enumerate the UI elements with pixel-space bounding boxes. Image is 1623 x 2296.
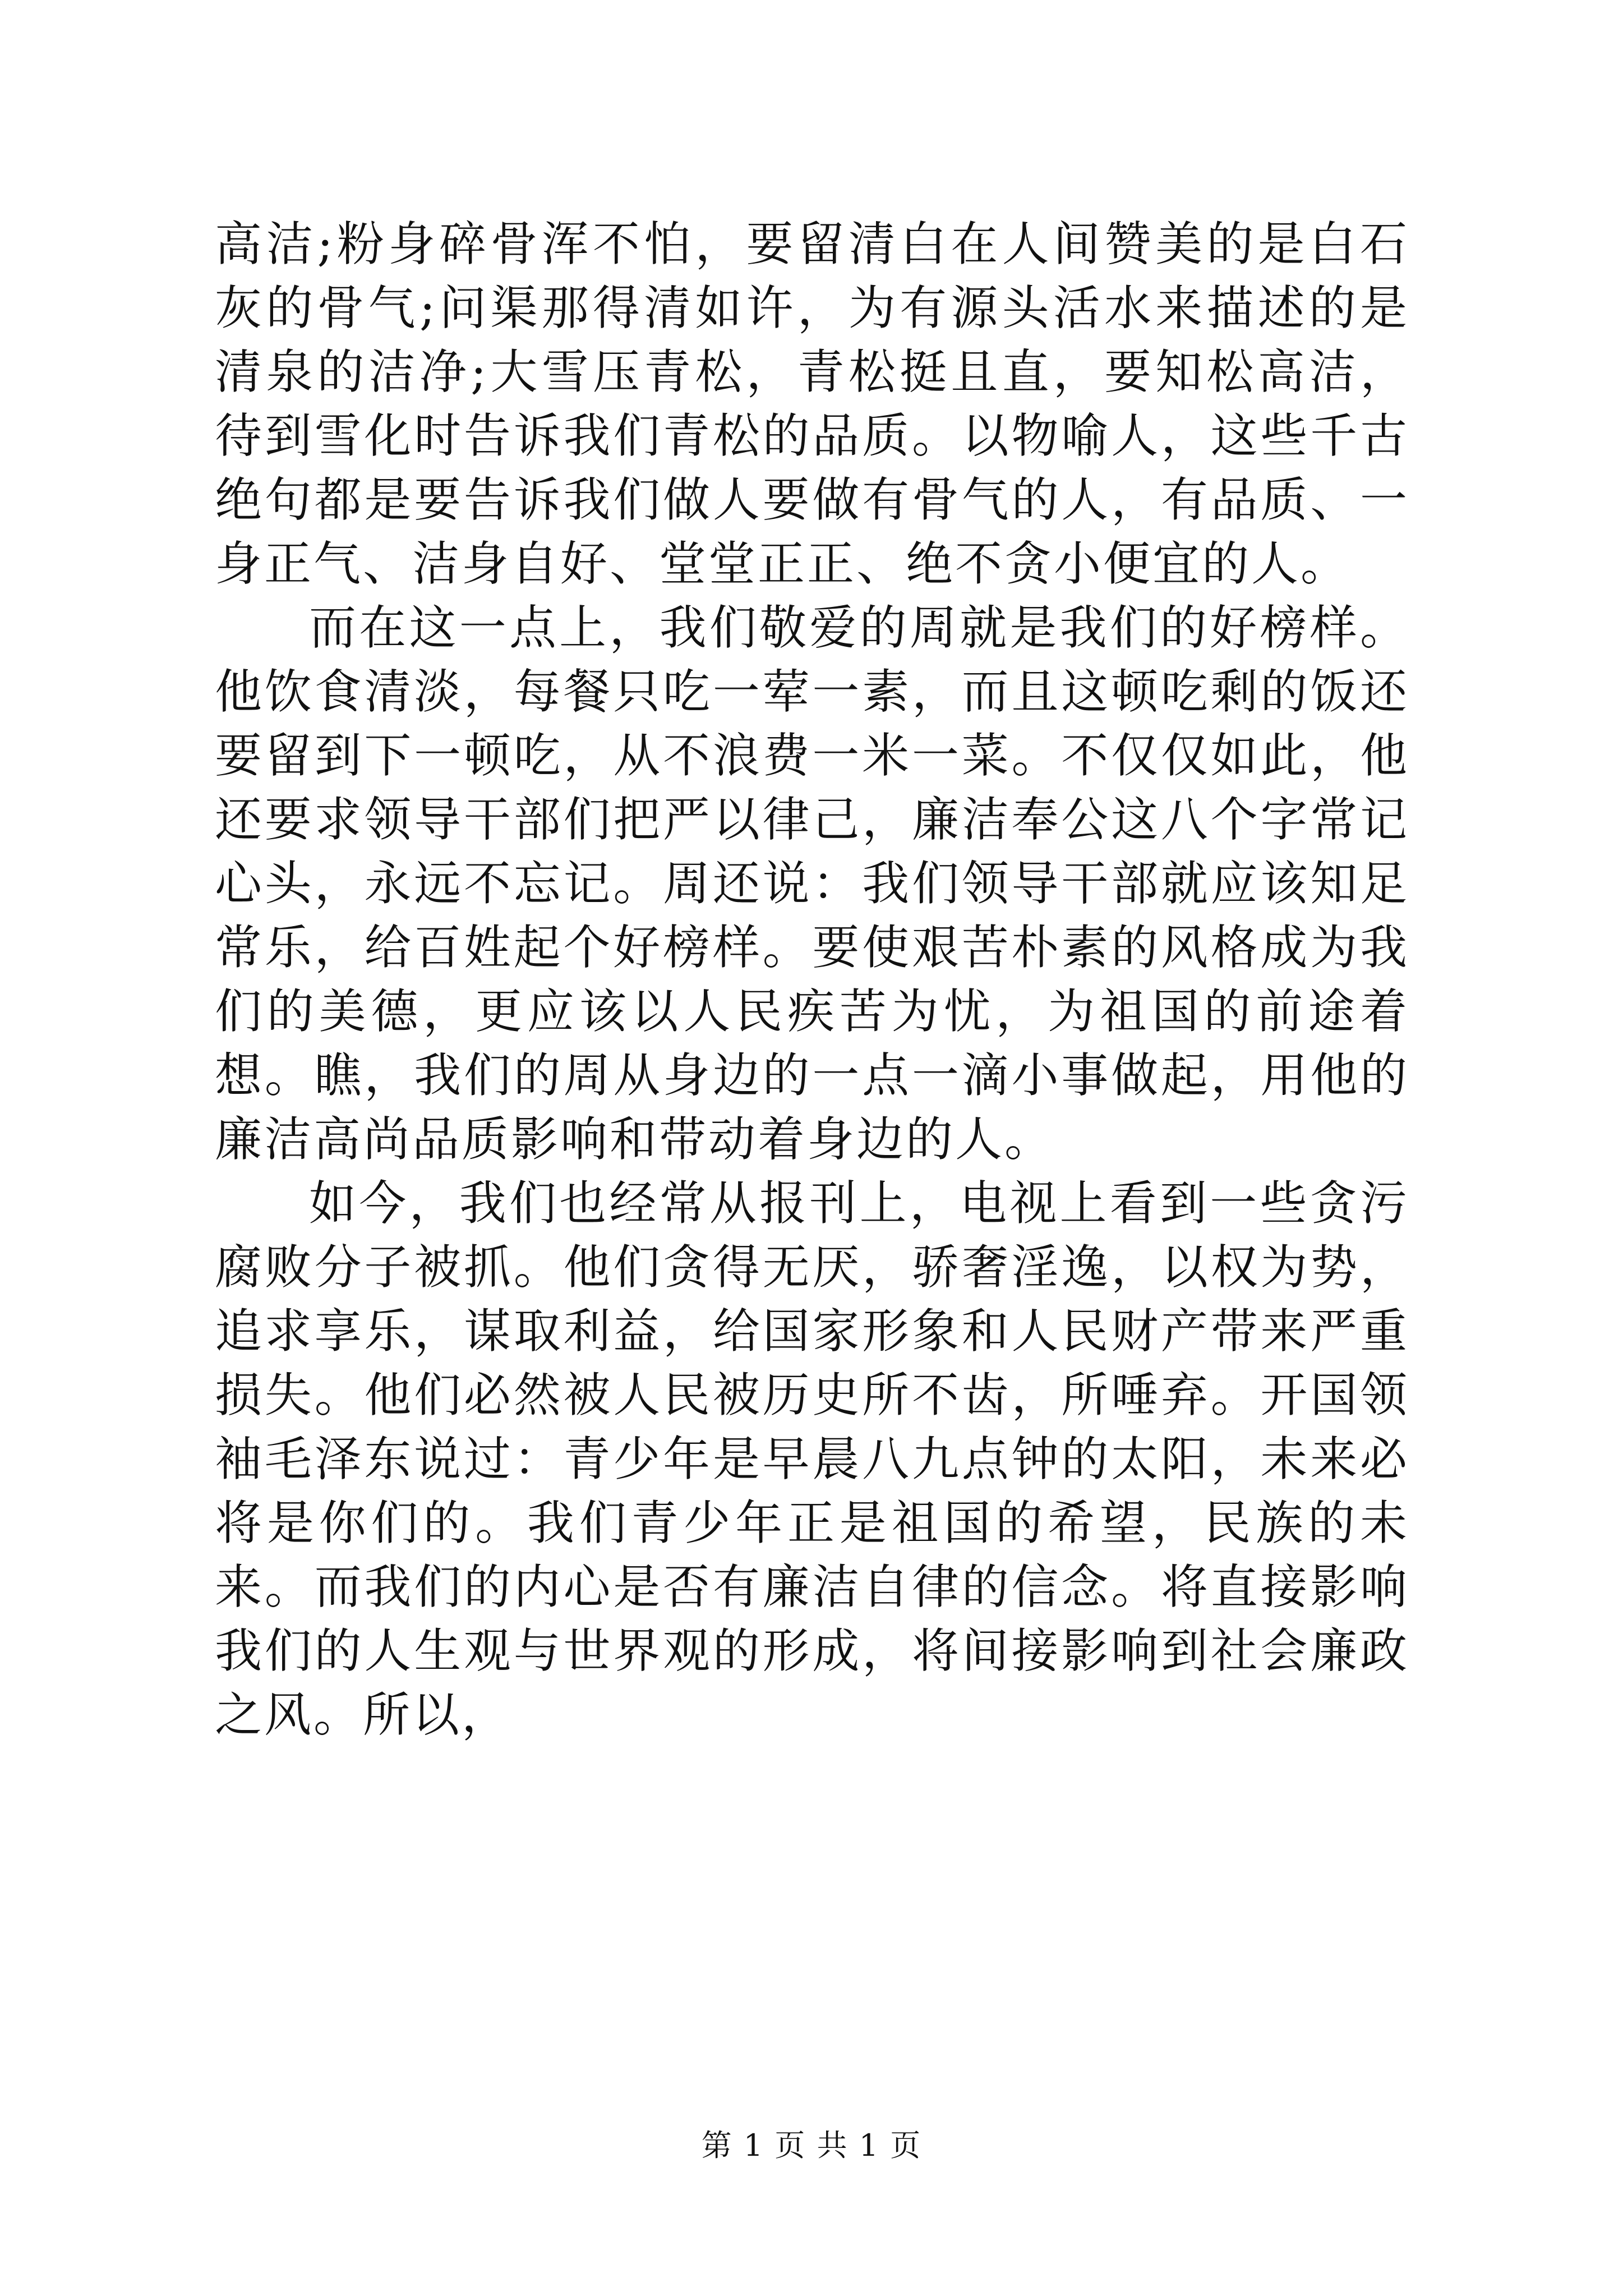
paragraph-3: 如今，我们也经常从报刊上，电视上看到一些贪污腐败分子被抓。他们贪得无厌，骄奢淫逸，以权为势，追求享乐，谋取利益，给国家形象和人民财产带来严重损失。他们必然被人民被历史所不齿，所唾弃。开国领袖毛泽东说过：青少年是早晨八九点钟的太阳，未来必将是你们的。我们青少年正是祖国的希望，民族的未来。而我们的内心是否有廉洁自律的信念。将直接影响我们的人生观与世界观的形成，将间接影响到社会廉政之风。所以，	[215, 1176, 1409, 1742]
paragraph-1: 高洁;粉身碎骨浑不怕，要留清白在人间赞美的是白石灰的骨气;问渠那得清如许，为有源头活水来描述的是清泉的洁净;大雪压青松，青松挺且直，要知松高洁，待到雪化时告诉我们青松的品质。以物喻人，这些千古绝句都是要告诉我们做人要做有骨气的人，有品质、一身正气、洁身自好、堂堂正正、绝不贪小便宜的人。	[215, 217, 1409, 591]
paragraph-2: 而在这一点上，我们敬爱的周就是我们的好榜样。他饮食清淡，每餐只吃一荤一素，而且这顿吃剩的饭还要留到下一顿吃，从不浪费一米一菜。不仅仅如此，他还要求领导干部们把严以律己，廉洁奉公这八个字常记心头，永远不忘记。周还说：我们领导干部就应该知足常乐，给百姓起个好榜样。要使艰苦朴素的风格成为我们的美德，更应该以人民疾苦为忧，为祖国的前途着想。瞧，我们的周从身边的一点一滴小事做起，用他的廉洁高尚品质影响和带动着身边的人。	[215, 600, 1409, 1167]
document-body	[215, 212, 1409, 1747]
page-footer: 第 1 页 共 1 页	[701, 2128, 922, 2163]
